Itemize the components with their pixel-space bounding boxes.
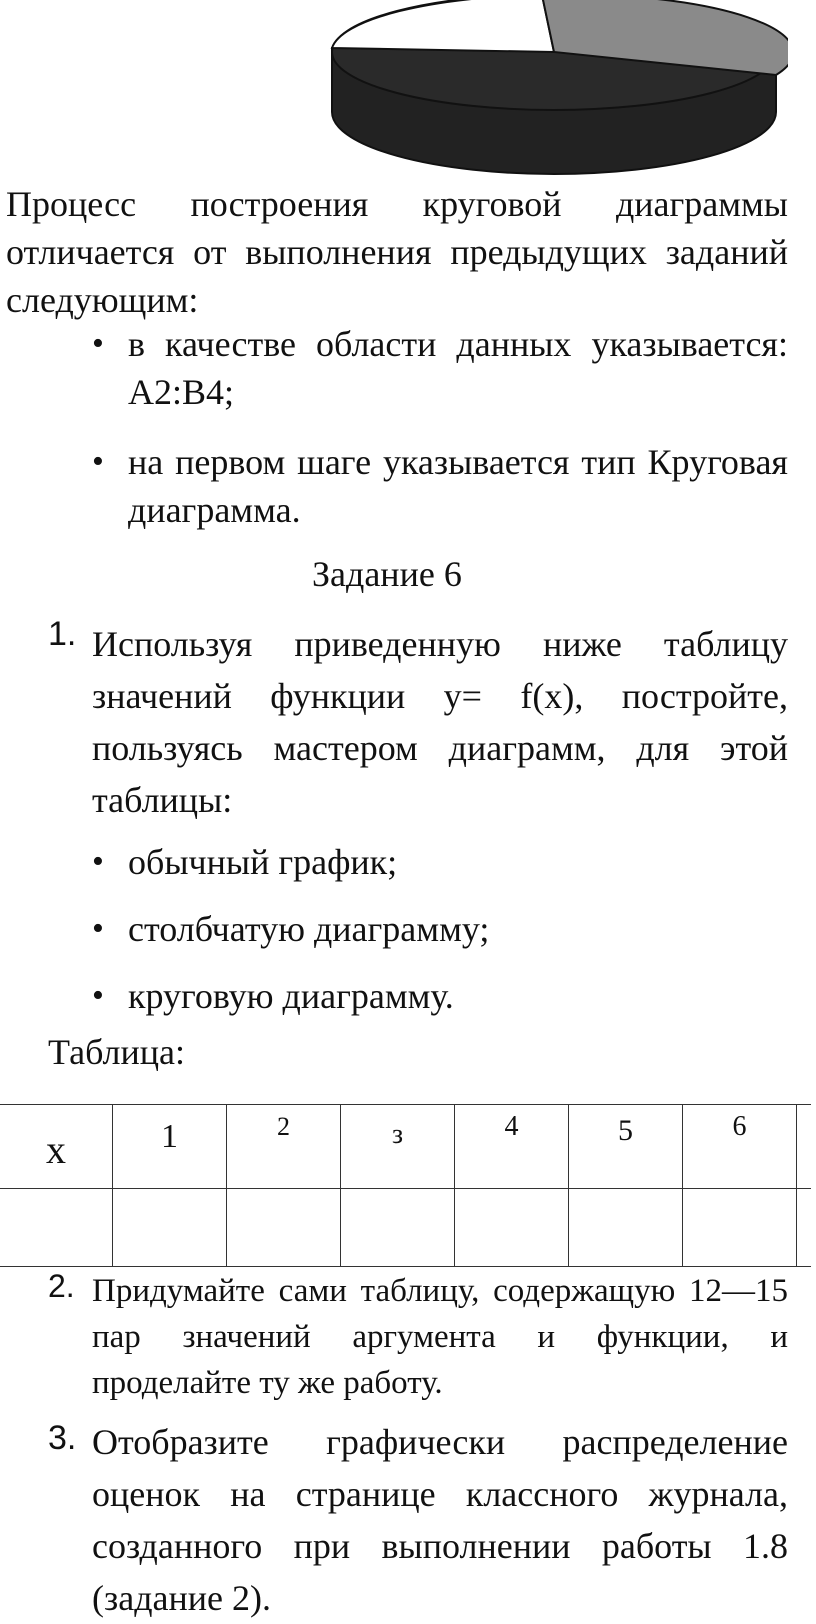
bullet-dot: • [92, 325, 104, 362]
table-cell: 5 [569, 1105, 683, 1189]
bullet-dot: • [92, 843, 104, 880]
table-cell [341, 1189, 455, 1267]
table-cell [683, 1189, 797, 1267]
item-1-bullet-1: обычный график; [128, 842, 398, 882]
table-cell: 2 [227, 1105, 341, 1189]
bullet-dot: • [92, 443, 104, 480]
item-1-text: Используя приведенную ниже таблицу значений функции y= f(x), постройте, пользуясь мастером диаграмм, для этой таблицы: [92, 624, 788, 820]
table-cell: з [341, 1105, 455, 1189]
pie-chart-illustration [328, 0, 788, 175]
table-cell [569, 1189, 683, 1267]
item-3-number: 3. [48, 1419, 77, 1457]
item-2-number: 2. [48, 1268, 75, 1304]
table-cell [0, 1189, 113, 1267]
table-cell: 6 [683, 1105, 797, 1189]
pie-slice-white [332, 0, 554, 52]
item-3-text: Отобразите графически распределение оценок на странице классного журнала, созданного при выполнении работы 1.8 (задание 2). [92, 1422, 788, 1618]
table-row [0, 1189, 811, 1267]
table-cell [455, 1189, 569, 1267]
intro-bullet-1: в качестве области данных указывается: А2:В4; [128, 324, 788, 412]
table-cell: 4 [455, 1105, 569, 1189]
item-1-number: 1. [48, 615, 77, 653]
intro-bullet-2: на первом шаге указывается тип Круговая диаграмма. [128, 442, 788, 530]
table-cell [797, 1189, 812, 1267]
task-title: Задание 6 [312, 554, 462, 594]
table-header-x: x [0, 1105, 113, 1189]
item-2-text: Придумайте сами таблицу, содержащую 12—15 пар значений аргумента и функции, и проделайте ту же работу. [92, 1273, 788, 1401]
bullet-dot: • [92, 910, 104, 947]
table-cell: 1 [113, 1105, 227, 1189]
table-row [0, 1105, 811, 1189]
intro-paragraph: Процесс построения круговой диаграммы отличается от выполнения предыдущих заданий следующим: [6, 184, 788, 320]
item-1-bullet-3: круговую диаграмму. [128, 976, 454, 1016]
bullet-dot: • [92, 977, 104, 1014]
function-table [0, 1104, 811, 1267]
table-cell [227, 1189, 341, 1267]
table-label: Таблица: [48, 1032, 185, 1072]
table-cell [797, 1105, 812, 1189]
item-1-bullet-2: столбчатую диаграмму; [128, 909, 490, 949]
table-cell [113, 1189, 227, 1267]
